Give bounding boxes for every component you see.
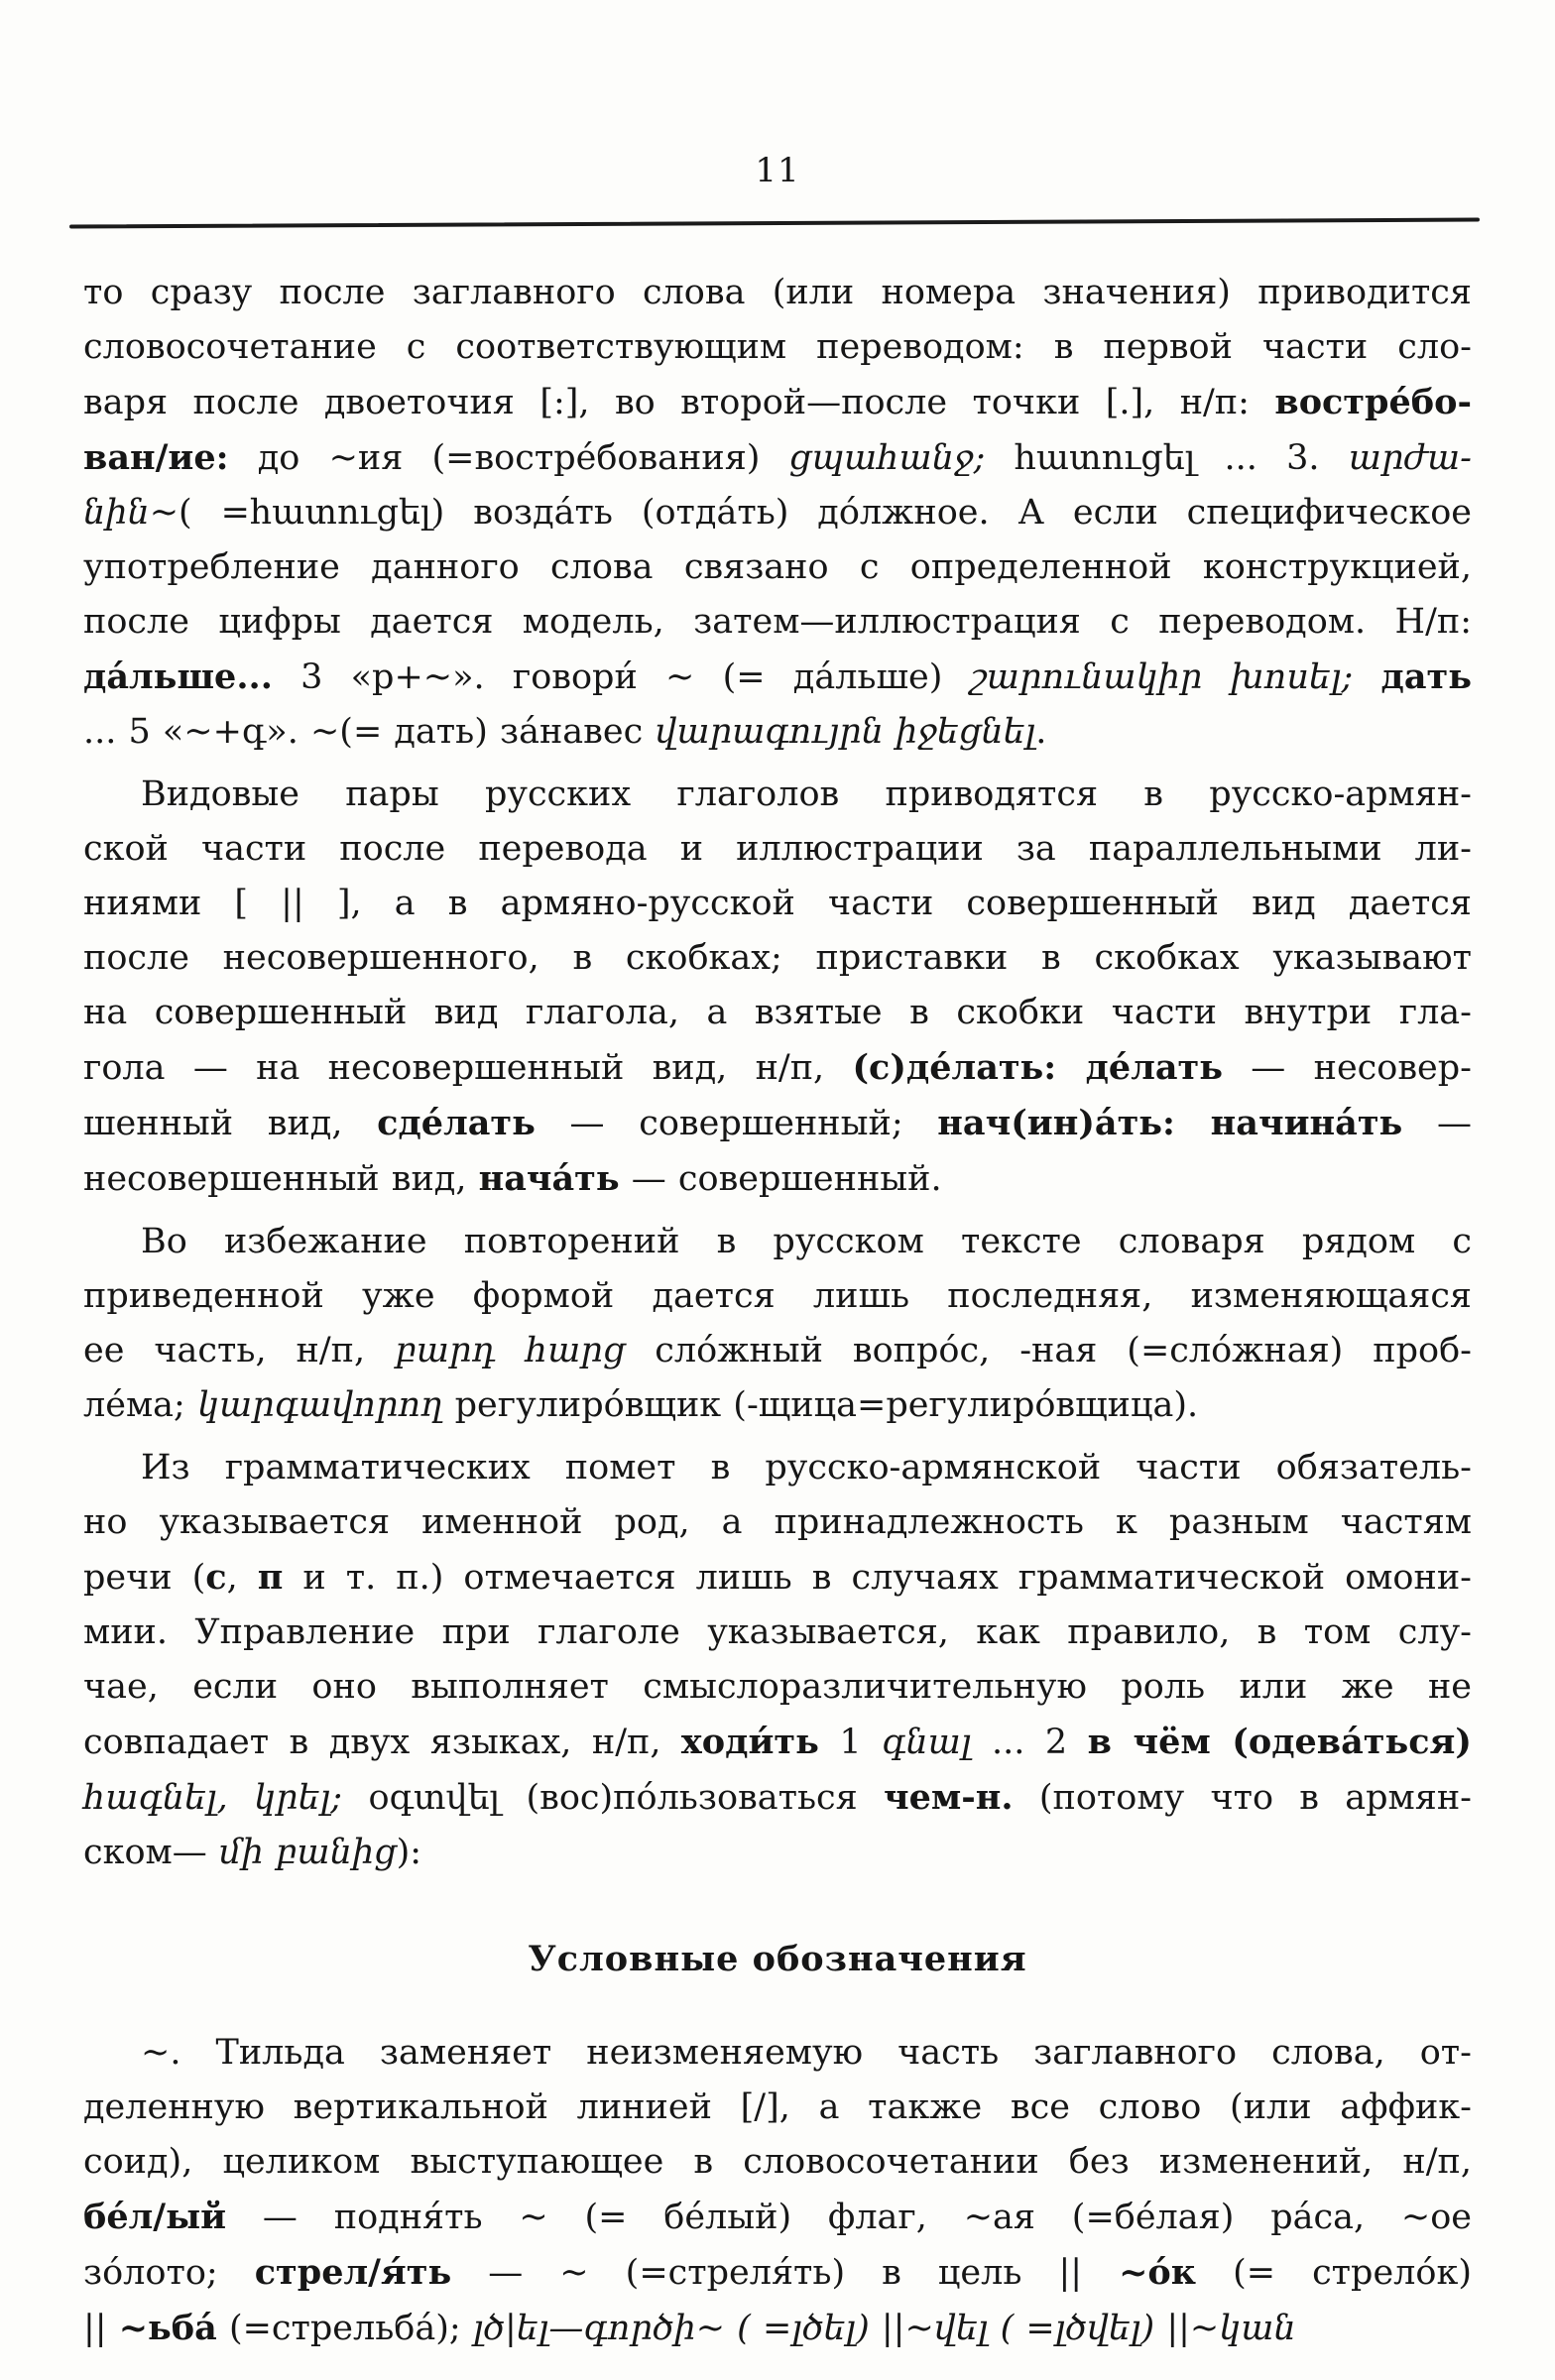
text-line: նին~( =հատուցել) возда́ть (отда́ть) до́лжное. А если специфическое <box>83 493 1472 533</box>
paragraph <box>83 1215 1472 1433</box>
text-line: совпадает в двух языках, н/п, ходи́ть 1 գնալ ... 2 в чём (одева́ться) <box>83 1722 1472 1762</box>
text-line: соид), целиком выступающее в словосочетании без изменений, н/п, <box>83 2142 1472 2182</box>
text-line: чае, если оно выполняет смыслоразличительную роль или же не <box>83 1667 1472 1707</box>
text-line: то сразу после заглавного слова (или номера значения) приводится <box>83 273 1472 312</box>
text-line: гола — на несовершенный вид, н/п, (с)де́лать: де́лать — несовер- <box>83 1047 1472 1088</box>
text-line: шенный вид, сде́лать — совершенный; нач(ин)а́ть: начина́ть — <box>83 1103 1472 1143</box>
text-line: после несовершенного, в скобках; приставки в скобках указывают <box>83 938 1472 978</box>
text-line: || ~ьба́ (=стрельба́); լծ|ել—գործի~ ( =լծել) ||~վել ( =լծվել) ||~կան <box>83 2308 1296 2348</box>
text-line: несовершенный вид, нача́ть — совершенный. <box>83 1158 942 1199</box>
text-line: ской части после перевода и иллюстрации за параллельными ли- <box>83 829 1472 869</box>
text-line: варя после двоеточия [:], во второй—после точки [.], н/п: востре́бо- <box>83 382 1472 422</box>
text-line: речи (с, п и т. п.) отмечается лишь в случаях грамматической омони- <box>83 1557 1472 1598</box>
text-line: зо́лото; стрел/я́ть — ~ (=стреля́ть) в цель || ~о́к (= стрело́к) <box>83 2252 1473 2293</box>
text-line: да́льше... 3 «р+~». говори́ ~ (= да́льше) շարունակիր խոսել; дать <box>83 656 1472 697</box>
text-line: ле́ма; կարգավորող регулиро́вщик (-щица=регулиро́вщица). <box>83 1385 1199 1425</box>
text-line: после цифры дается модель, затем—иллюстрация с переводом. Н/п: <box>83 602 1472 642</box>
text-line: ~. Тильда заменяет неизменяемую часть заглавного слова, от- <box>141 2033 1472 2073</box>
text-line: ван/ие: до ~ия (=востре́бования) ցպահանջ; հատուցել ... 3. արժա- <box>83 437 1472 478</box>
text-line: ниями [ || ], а в армяно-русской части совершенный вид дается <box>83 884 1472 923</box>
paragraph <box>83 1441 1472 1880</box>
text-line: հագնել, կրել; օգտվել (вос)по́льзоваться чем-н. (потому что в армян- <box>83 1777 1472 1818</box>
paragraph <box>83 266 1472 760</box>
header-rule <box>69 218 1480 229</box>
section-heading: Условные обозначения <box>528 1939 1027 1979</box>
text-line: ее часть, н/п, բարդ հարց сло́жный вопро́с, -ная (=сло́жная) проб- <box>83 1331 1472 1370</box>
text-line: бе́л/ый — подня́ть ~ (= бе́лый) флаг, ~ая (=бе́лая) ра́са, ~ое <box>83 2197 1472 2237</box>
text-line: Из грамматических помет в русско-армянской части обязатель- <box>141 1448 1472 1488</box>
text-line: словосочетание с соответствующим переводом: в первой части сло- <box>83 327 1472 367</box>
text-line: деленную вертикальной линией [/], а также все слово (или аффик- <box>83 2087 1472 2127</box>
paragraph <box>83 2026 1472 2356</box>
text-line: ... 5 «~+գ». ~(= дать) за́навес վարագույրն իջեցնել. <box>83 712 1047 752</box>
text-line: на совершенный вид глагола, а взятые в скобки части внутри гла- <box>83 993 1472 1032</box>
text-line: приведенной уже формой дается лишь последняя, изменяющаяся <box>83 1276 1472 1316</box>
text-line: мии. Управление при глаголе указывается, как правило, в том слу- <box>83 1612 1472 1652</box>
text-line: Во избежание повторений в русском тексте словаря рядом с <box>141 1222 1472 1261</box>
page-number: 11 <box>755 151 800 190</box>
text-block <box>83 266 1472 2364</box>
text-line: Видовые пары русских глаголов приводятся в русско-армян- <box>141 774 1472 814</box>
text-line: ском— մի բանից): <box>83 1833 422 1872</box>
paragraph <box>83 768 1472 1207</box>
text-line: употребление данного слова связано с определенной конструкцией, <box>83 547 1472 587</box>
text-line: но указывается именной род, а принадлежность к разным частям <box>83 1502 1472 1542</box>
